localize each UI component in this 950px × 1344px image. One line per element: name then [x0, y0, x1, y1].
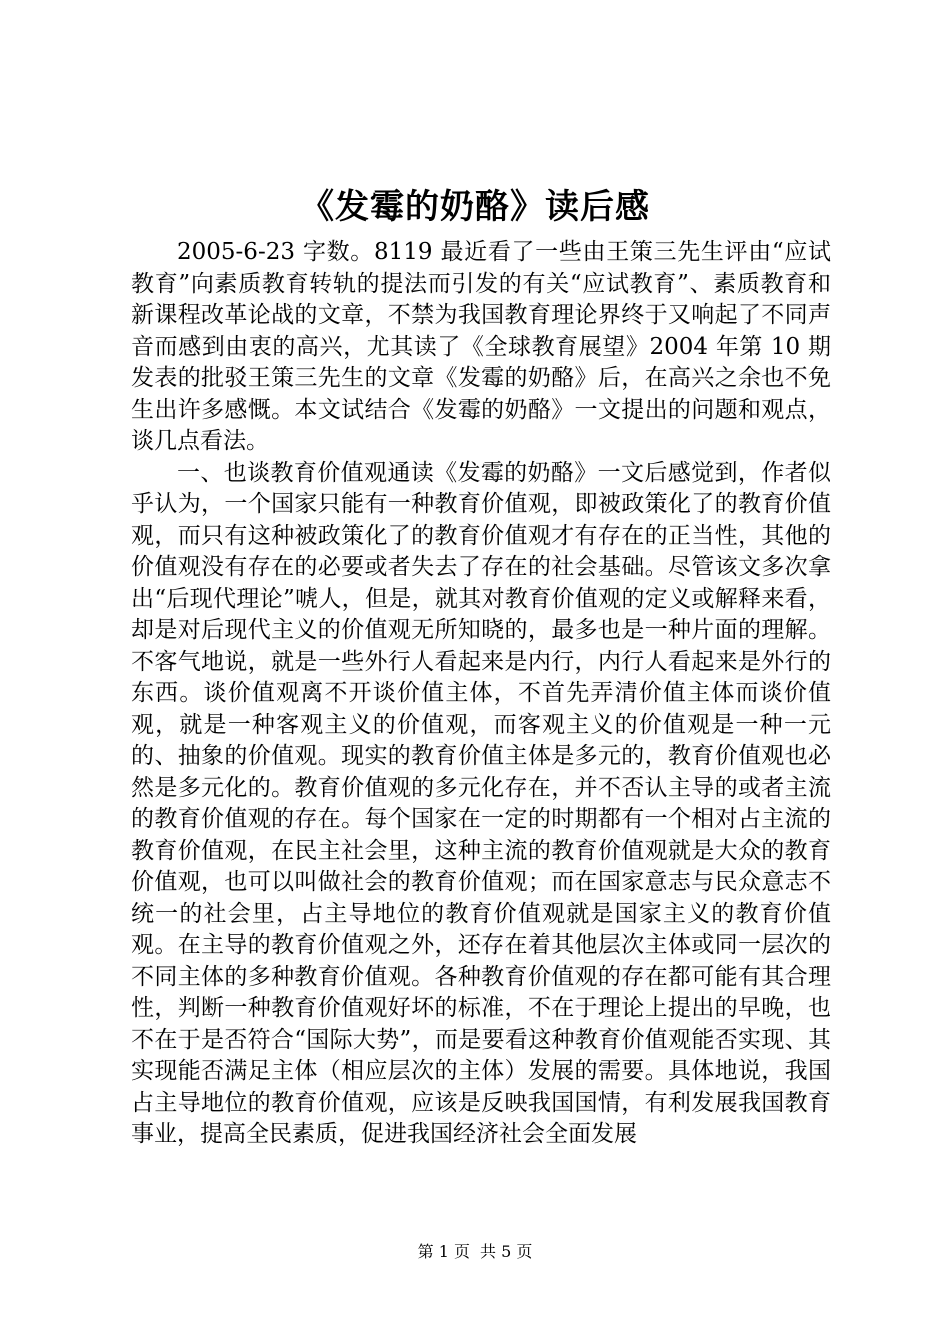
document-body: [131, 237, 831, 1151]
page-number: 第 1 页: [417, 1242, 470, 1261]
document-title: 《发霉的奶酪》读后感: [300, 187, 650, 227]
paragraph-section-one: 一、也谈教育价值观通读《发霉的奶酪》一文后感觉到，作者似乎认为，一个国家只能有一种教育价值观，即被政策化了的教育价值观，而只有这种被政策化了的教育价值观才有存在的正当性，其他的价值观没有存在的必要或者失去了存在的社会基础。尽管该文多次拿出“后现代理论”唬人，但是，就其对教育价值观的定义或解释来看，却是对后现代主义的价值观无所知晓的，最多也是一种片面的理解。不客气地说，就是一些外行人看起来是内行，内行人看起来是外行的东西。谈价值观离不开谈价值主体，不首先弄清价值主体而谈价值观，就是一种客观主义的价值观，而客观主义的价值观是一种一元的、抽象的价值观。现实的教育价值主体是多元的，教育价值观也必然是多元化的。教育价值观的多元化存在，并不否认主导的或者主流的教育价值观的存在。每个国家在一定的时期都有一个相对占主流的教育价值观，在民主社会里，这种主流的教育价值观就是大众的教育价值观，也可以叫做社会的教育价值观；而在国家意志与民众意志不统一的社会里，占主导地位的教育价值观就是国家主义的教育价值观。在主导的教育价值观之外，还存在着其他层次主体或同一层次的不同主体的多种教育价值观。各种教育价值观的存在都可能有其合理性，判断一种教育价值观好坏的标准，不在于理论上提出的早晚，也不在于是否符合“国际大势”，而是要看这种教育价值观能否实现、其实现能否满足主体（相应层次的主体）发展的需要。具体地说，我国占主导地位的教育价值观，应该是反映我国国情，有利发展我国教育事业，提高全民素质，促进我国经济社会全面发展: [131, 459, 831, 1147]
page-footer: [0, 1241, 950, 1263]
paragraph-intro: 2005-6-23 字数。8119 最近看了一些由王策三先生评由“应试教育”向素质教育转轨的提法而引发的有关“应试教育”、素质教育和新课程改革论战的文章，不禁为我国教育理论界终于又响起了不同声音而感到由衷的高兴，尤其读了《全球教育展望》2004 年第 10 期发表的批驳王策三先生的文章《发霉的奶酪》后，在高兴之余也不免生出许多感慨。本文试结合《发霉的奶酪》一文提出的问题和观点，谈几点看法。: [131, 239, 831, 454]
page-total: 共 5 页: [480, 1242, 533, 1261]
